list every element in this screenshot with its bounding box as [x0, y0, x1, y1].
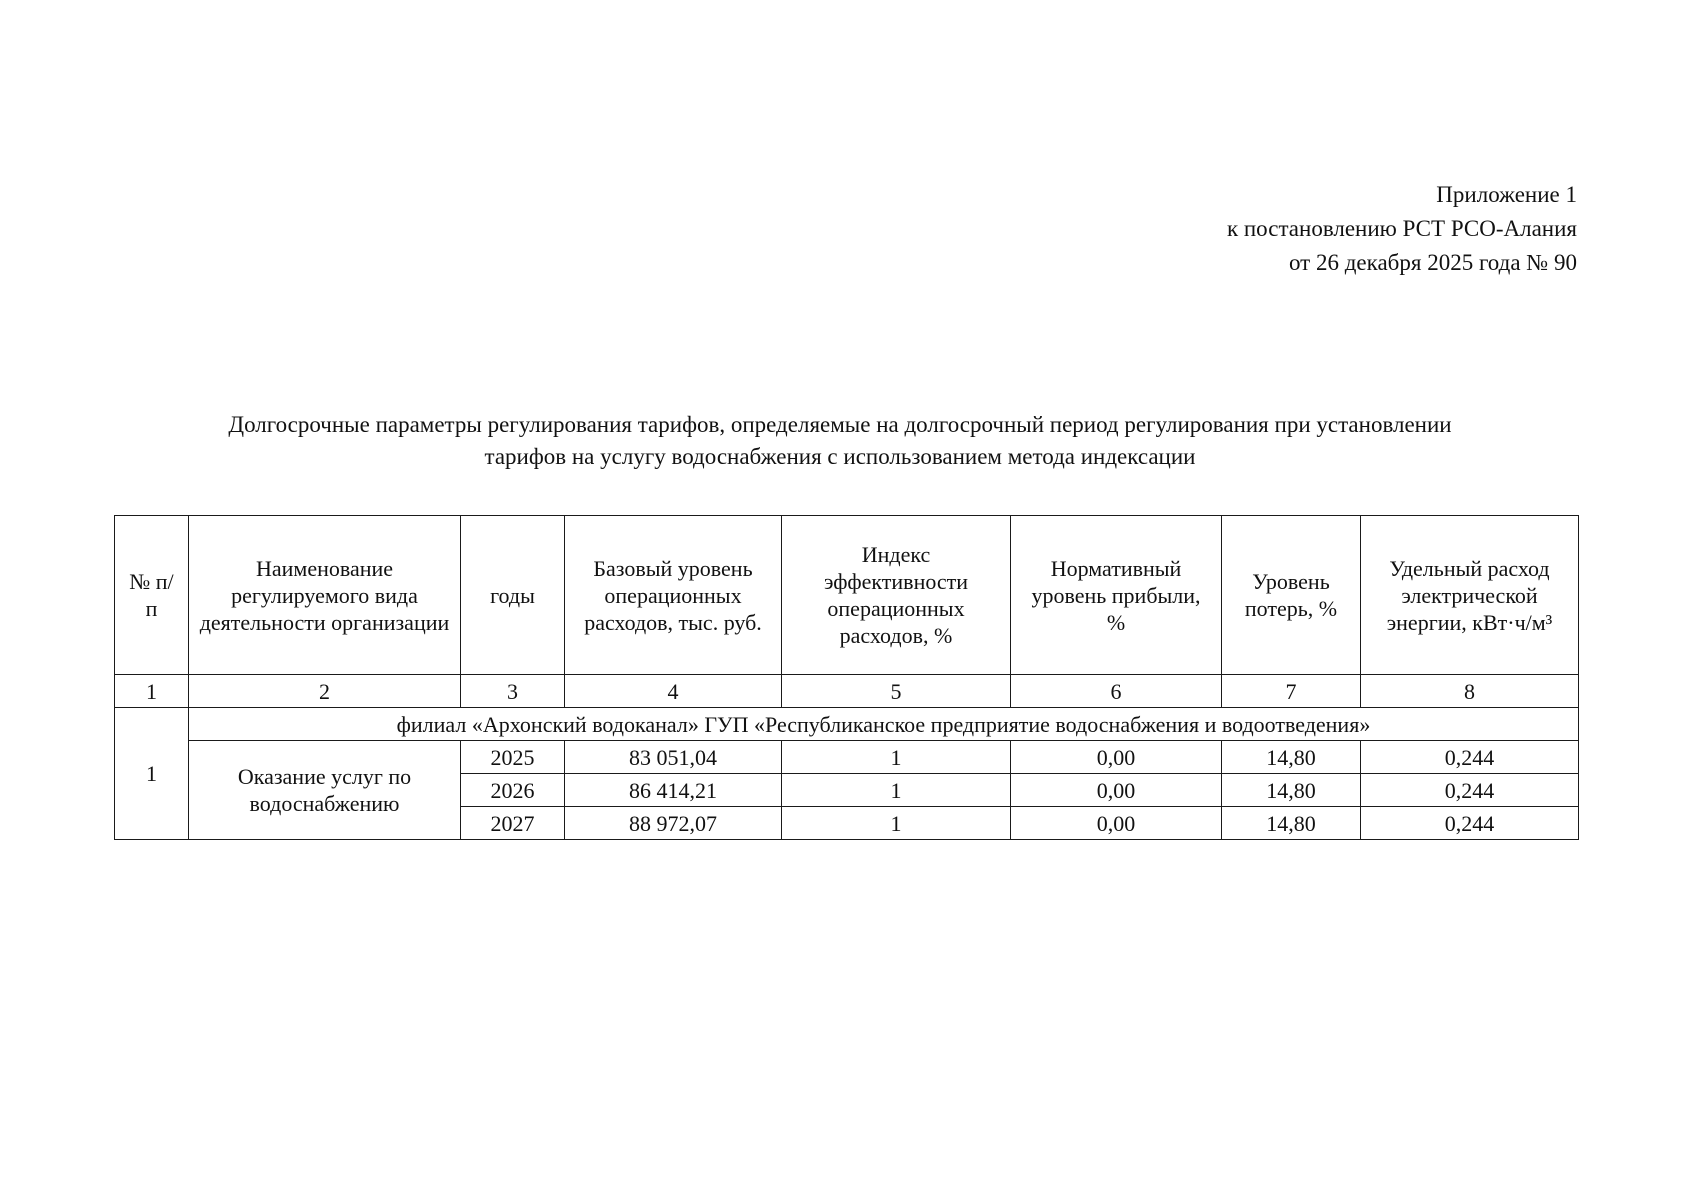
- base-cost-cell: 88 972,07: [565, 807, 782, 840]
- profit-cell: 0,00: [1011, 741, 1222, 774]
- energy-cell: 0,244: [1361, 774, 1579, 807]
- efficiency-cell: 1: [782, 774, 1011, 807]
- header-years: годы: [461, 516, 565, 675]
- profit-cell: 0,00: [1011, 774, 1222, 807]
- header-losses: Уровень потерь, %: [1222, 516, 1361, 675]
- losses-cell: 14,80: [1222, 741, 1361, 774]
- organization-number: 1: [115, 708, 189, 840]
- column-number: 2: [189, 675, 461, 708]
- column-number: 5: [782, 675, 1011, 708]
- header-energy-consumption: Удельный расход электрической энергии, кВт·ч/м³: [1361, 516, 1579, 675]
- energy-cell: 0,244: [1361, 741, 1579, 774]
- column-number: 3: [461, 675, 565, 708]
- column-number: 8: [1361, 675, 1579, 708]
- header-activity: Наименование регулируемого вида деятельности организации: [189, 516, 461, 675]
- column-number: 7: [1222, 675, 1361, 708]
- appendix-date: от 26 декабря 2025 года № 90: [1288, 250, 1577, 275]
- header-base-cost: Базовый уровень операционных расходов, тыс. руб.: [565, 516, 782, 675]
- column-number: 6: [1011, 675, 1222, 708]
- header-number: № п/п: [115, 516, 189, 675]
- base-cost-cell: 83 051,04: [565, 741, 782, 774]
- activity-name: Оказание услуг по водоснабжению: [189, 741, 461, 840]
- header-efficiency-index: Индекс эффективности операционных расходов, %: [782, 516, 1011, 675]
- energy-cell: 0,244: [1361, 807, 1579, 840]
- appendix-resolution: к постановлению РСТ РСО-Алания: [1226, 216, 1577, 241]
- column-number: 4: [565, 675, 782, 708]
- efficiency-cell: 1: [782, 741, 1011, 774]
- column-number: 1: [115, 675, 189, 708]
- appendix-number: Приложение 1: [1436, 182, 1577, 207]
- losses-cell: 14,80: [1222, 774, 1361, 807]
- column-number-row: [115, 675, 1579, 708]
- appendix-reference: [1227, 178, 1577, 280]
- profit-cell: 0,00: [1011, 807, 1222, 840]
- title-line-2: тарифов на услугу водоснабжения с использованием метода индексации: [484, 444, 1196, 469]
- year-cell: 2026: [461, 774, 565, 807]
- table-row: [115, 741, 1579, 774]
- title-line-1: Долгосрочные параметры регулирования тарифов, определяемые на долгосрочный период регулирования при установлении: [228, 412, 1452, 437]
- organization-name: филиал «Архонский водоканал» ГУП «Республиканское предприятие водоснабжения и водоотведения»: [189, 708, 1579, 741]
- efficiency-cell: 1: [782, 807, 1011, 840]
- header-row: [115, 516, 1579, 675]
- year-cell: 2025: [461, 741, 565, 774]
- losses-cell: 14,80: [1222, 807, 1361, 840]
- document-title: [120, 409, 1560, 473]
- organization-row: [115, 708, 1579, 741]
- tariff-parameters-table: [114, 515, 1579, 840]
- year-cell: 2027: [461, 807, 565, 840]
- base-cost-cell: 86 414,21: [565, 774, 782, 807]
- header-profit-level: Нормативный уровень прибыли, %: [1011, 516, 1222, 675]
